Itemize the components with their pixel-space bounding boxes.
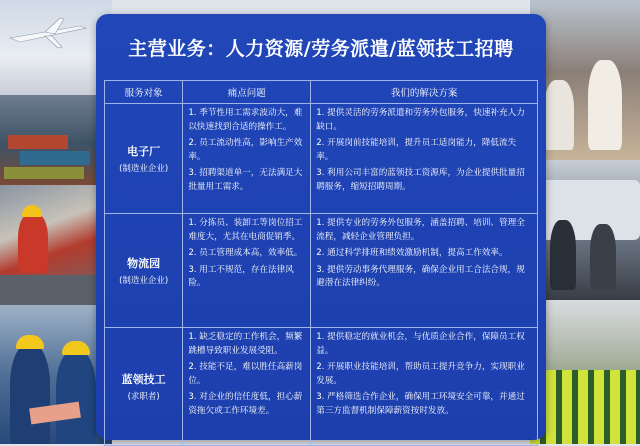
table-row	[105, 328, 538, 446]
pain-point: 3. 对企业的信任度低，担心薪资拖欠或工作环境差。	[188, 392, 303, 416]
service-target-cell	[105, 104, 183, 214]
solution-item: 3. 利用公司丰富的蓝领技工资源库，为企业提供批量招聘服务，缩短招聘周期。	[316, 168, 525, 192]
service-target-cell	[105, 328, 183, 446]
pain-point: 2. 员工流动性高，影响生产效率。	[188, 138, 303, 162]
table-row	[105, 104, 538, 214]
job-fair-photo	[530, 0, 640, 160]
table-row	[105, 214, 538, 328]
target-type: (制造业企业)	[119, 276, 169, 286]
solutions-cell	[311, 214, 538, 328]
pain-point: 1. 分拣员、装卸工等岗位招工难度大，尤其在电商促销季。	[188, 218, 303, 242]
pain-point: 1. 季节性用工需求波动大，难以快速找到合适的操作工。	[188, 108, 303, 132]
pain-points-cell	[183, 104, 311, 214]
pain-point: 2. 员工管理成本高，效率低。	[188, 248, 303, 259]
service-target-cell	[105, 214, 183, 328]
team-photo	[530, 300, 640, 444]
main-business-panel	[96, 14, 546, 440]
solution-item: 2. 通过科学排班和绩效激励机制，提高工作效率。	[316, 248, 508, 259]
header-service-target: 服务对象	[105, 81, 183, 104]
bus-travelers-photo	[530, 160, 640, 300]
solution-item: 3. 严格筛选合作企业，确保用工环境安全可靠，并通过第三方监督机制保障薪资按时发放。	[316, 392, 525, 416]
solution-item: 3. 提供劳动事务代理服务，确保企业用工合法合规，规避潜在法律纠纷。	[316, 264, 525, 289]
header-pain-points: 痛点问题	[183, 81, 311, 104]
page-title: 主营业务：人力资源/劳务派遣/蓝领技工招聘	[128, 38, 514, 60]
solution-item: 1. 提供专业的劳务外包服务，涵盖招聘、培训、管理全流程，减轻企业管理负担。	[316, 218, 525, 242]
solutions-cell	[311, 104, 538, 214]
target-type: (制造业企业)	[119, 164, 169, 174]
table-header-row	[105, 81, 538, 104]
solutions-cell	[311, 328, 538, 446]
solution-item: 1. 提供稳定的就业机会，与优质企业合作，保障员工权益。	[316, 332, 525, 356]
target-name: 物流园	[127, 257, 161, 270]
pain-point: 3. 用工不规范，存在法律风险。	[188, 264, 294, 289]
pain-point: 1. 缺乏稳定的工作机会，频繁跳槽导致职业发展受阻。	[188, 332, 303, 356]
business-table	[104, 80, 538, 446]
solution-item: 2. 开展职业技能培训，帮助员工提升竞争力，实现职业发展。	[316, 362, 525, 386]
target-name: 电子厂	[127, 145, 161, 158]
target-name: 蓝领技工	[121, 373, 166, 386]
pain-points-cell	[183, 328, 311, 446]
header-solutions: 我们的解决方案	[311, 81, 538, 104]
right-photo-collage	[530, 0, 640, 444]
solution-item: 1. 提供灵活的劳务派遣和劳务外包服务，快速补充人力缺口。	[316, 108, 525, 132]
pain-point: 2. 技能不足，难以胜任高薪岗位。	[188, 362, 303, 386]
target-type: (求职者)	[127, 392, 160, 402]
solution-item: 2. 开展岗前技能培训，提升员工适岗能力，降低流失率。	[316, 138, 517, 162]
pain-point: 3. 招聘渠道单一，无法满足大批量用工需求。	[188, 168, 303, 192]
pain-points-cell	[183, 214, 311, 328]
